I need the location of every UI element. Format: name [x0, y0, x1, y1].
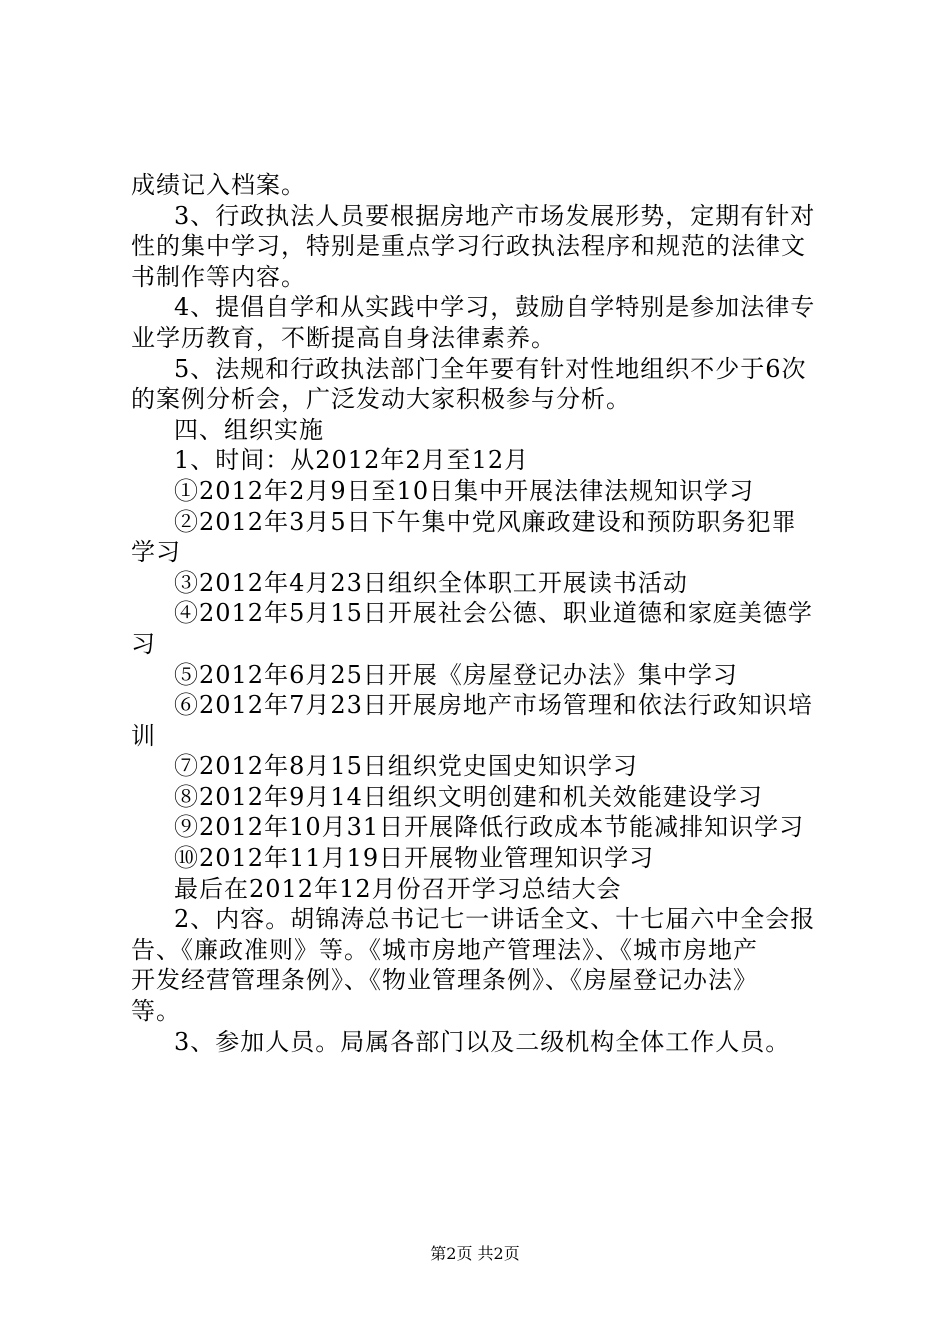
text-line: 3、行政执法人员要根据房地产市场发展形势，定期有针对: [174, 201, 816, 230]
text-line: 训: [131, 721, 156, 750]
text-line: 性的集中学习，特别是重点学习行政执法程序和规范的法律文: [131, 232, 806, 261]
schedule-item: ⑨2012年10月31日开展降低行政成本节能减排知识学习: [174, 813, 805, 842]
text-line: 成绩记入档案。: [131, 171, 306, 199]
text-line: 开发经营管理条例》、《物业管理条例》、《房屋登记办法》: [131, 966, 758, 995]
text-line: 4、提倡自学和从实践中学习，鼓励自学特别是参加法律专: [174, 293, 816, 322]
schedule-item: ⑧2012年9月14日组织文明创建和机关效能建设学习: [174, 782, 763, 811]
text-line: 习: [131, 629, 156, 658]
schedule-item: ⑦2012年8月15日组织党史国史知识学习: [174, 752, 638, 781]
schedule-item: ⑤2012年6月25日开展《房屋登记办法》集中学习: [174, 660, 738, 689]
schedule-item: ②2012年3月5日下午集中党风廉政建设和预防职务犯罪: [174, 507, 797, 536]
text-line: 告、《廉政准则》等。《城市房地产管理法》、《城市房地产: [131, 935, 758, 964]
text-line: 最后在2012年12月份召开学习总结大会: [174, 874, 622, 903]
text-line: 2、内容。胡锦涛总书记七一讲话全文、十七届六中全会报: [174, 905, 816, 934]
text-line: 学习: [131, 538, 181, 567]
schedule-item: ⑥2012年7月23日开展房地产市场管理和依法行政知识培: [174, 691, 813, 720]
text-line: 业学历教育，不断提高自身法律素养。: [131, 323, 556, 352]
section-heading: 四、组织实施: [174, 415, 324, 444]
document-body: [131, 170, 831, 1057]
text-line: 3、参加人员。局属各部门以及二级机构全体工作人员。: [174, 1027, 791, 1056]
schedule-item: ⑩2012年11月19日开展物业管理知识学习: [174, 844, 655, 873]
text-line: 书制作等内容。: [131, 262, 306, 291]
schedule-item: ①2012年2月9日至10日集中开展法律法规知识学习: [174, 476, 755, 505]
text-line: 的案例分析会，广泛发动大家积极参与分析。: [131, 385, 631, 414]
schedule-item: ④2012年5月15日开展社会公德、职业道德和家庭美德学: [174, 599, 813, 628]
text-line: 等。: [131, 997, 181, 1026]
text-line: 5、法规和行政执法部门全年要有针对性地组织不少于6次: [174, 354, 807, 383]
page-footer: 第2页 共2页: [430, 1244, 520, 1263]
text-line: 1、时间：从2012年2月至12月: [174, 446, 530, 475]
schedule-item: ③2012年4月23日组织全体职工开展读书活动: [174, 568, 688, 597]
